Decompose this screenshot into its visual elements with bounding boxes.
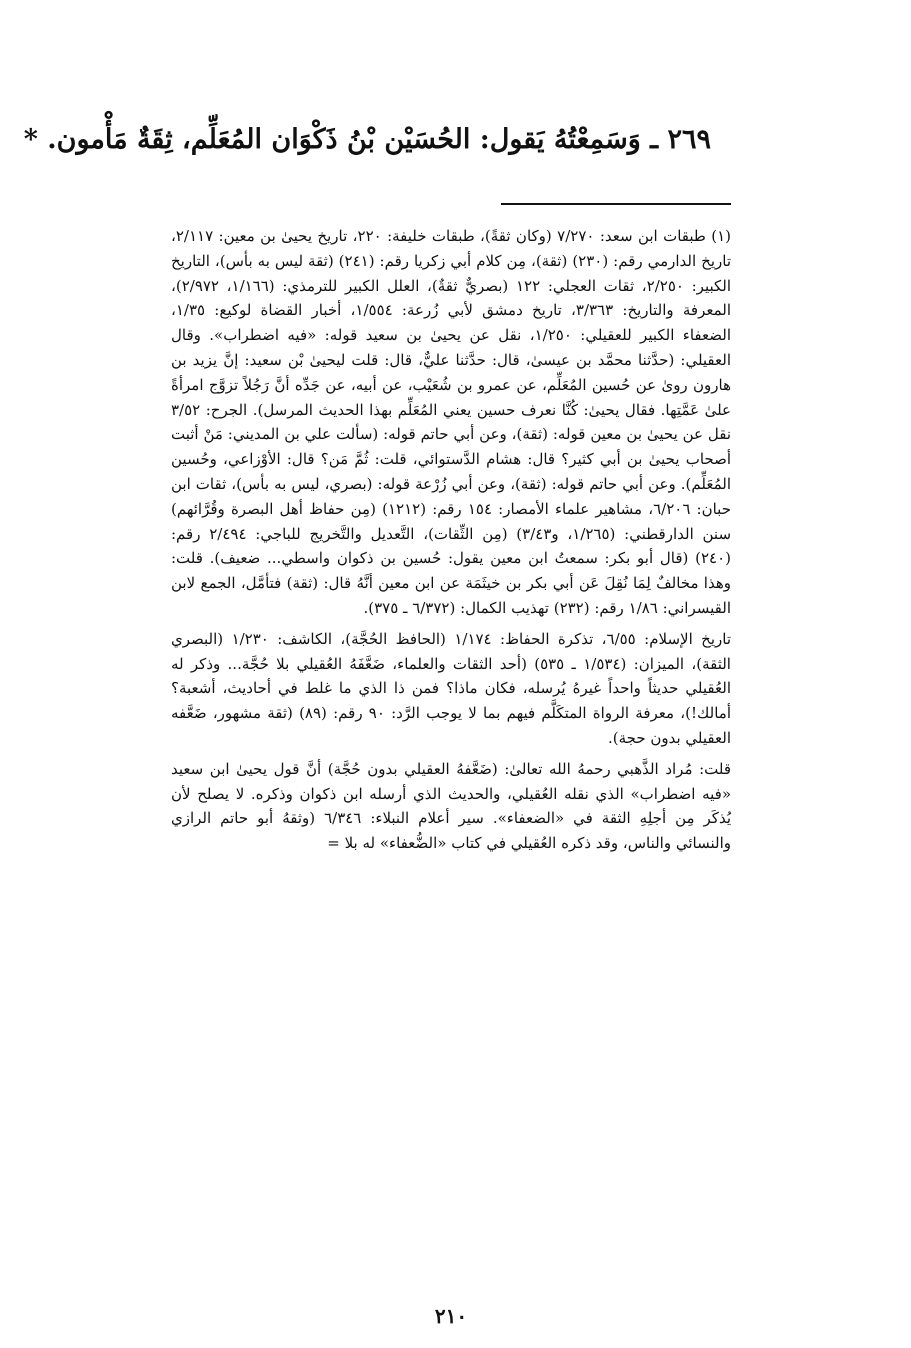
footnote-continuation-2: قلت: مُراد الذَّهبي رحمهُ الله تعالىٰ: (ضَعَّفهُ العقيلي بدون حُجَّة) أنَّ قول يحيىٰ ابن سعيد «فيه اضطراب» الذي نقله العُقيلي، والحديث الذي أرسله ابن ذكوان وذكره. لا يصلح لأن يُذكَر مِن أجلِهِ الثقة في «الضعفاء». سير أعلام النبلاء: ٦/٣٤٦ (وثقهُ أبو حاتم الرازي والنسائي والناس، وقد ذكره العُقيلي في كتاب «الضُّعفاء» له بلا = <box>171 759 731 853</box>
footnote-continuation-1: تاريخ الإسلام: ٦/٥٥، تذكرة الحفاظ: ١/١٧٤ (الحافظ الحُجَّة)، الكاشف: ١/٢٣٠ (البصري الثقة)، الميزان: (١/٥٣٤ ـ ٥٣٥) (أحد الثقات والعلماء، ضَعَّفَهُ العُقيلي بلا حُجَّة... وذكر له العُقيلي حديثاً واحداً غيرهُ يُرسله، فكان ماذا؟ فمن ذا الذي ما غلط في أحاديث، أشعبة؟ أمالك!)، معرفة الرواة المتكَلَّم فيهم بما لا يوجب الرَّد: ٩٠ رقم: (٨٩) (ثقة مشهور، ضَعَّفه العقيلي بدون حجة). <box>171 629 731 747</box>
footnotes-block <box>171 224 731 862</box>
footnote-1: (١) طبقات ابن سعد: ٧/٢٧٠ (وكان ثقةً)، طبقات خليفة: ٢٢٠، تاريخ يحيىٰ بن معين: ٢/١١٧، تاريخ الدارمي رقم: (٢٣٠) (ثقة)، مِن كلام أبي زكريا رقم: (٢٤١) (ثقة ليس به بأس)، التاريخ الكبير: ٢/٢٥٠، ثقات العجلي: ١٢٢ (بصريٌّ ثقةٌ)، العلل الكبير للترمذي: (١/١٦٦، ٢/٩٧٢)، المعرفة والتاريخ: ٣/٣٦٣، تاريخ دمشق لأبي زُرعة: ١/٥٥٤، أخبار القضاة لوكيع: ١/٣٥، الضعفاء الكبير للعقيلي: ١/٢٥٠، نقل عن يحيىٰ بن سعيد قوله: «فيه اضطراب». وقال العقيلي: (حدَّثنا محمَّد بن عيسىٰ، قال: حدَّثنا عليٌّ، قال: قلت ليحيىٰ بْن سعيد: إنَّ يزيد بن هارون روىٰ عن حُسين المُعَلِّم، عن عمرو بن شُعَيْب، عن أبيه، عن جَدِّه أنَّ رَجُلاً تزوَّج امرأةً علىٰ عَمَّتِها. فقال يحيىٰ: كُنَّا نعرف حسين يعني المُعَلِّم بهذا الحديث المرسل). الجرح: ٣/٥٢ نقل عن يحيىٰ بن معين قوله: (ثقة)، وعن أبي حاتم قوله: (سألت علي بن المديني: مَنْ أثبت أصحاب يحيىٰ بن أبي كثير؟ قال: هشام الدَّستوائي، قلت: ثُمَّ مَن؟ قال: الأوْزاعي، وحُسين المُعَلِّم). وعن أبي حاتم قوله: (ثقة)، وعن أبي زُرْعة قوله: (بصري، ليس به بأس)، ثقات ابن حبان: ٦/٢٠٦، مشاهير علماء الأمصار: ١٥٤ رقم: (١٢١٢) (مِن حفاظ أهل البصرة وقُرَّائهم) سنن الدارقطني: (١/٢٦٥، و٣/٤٣) (مِن الثِّقات)، التَّعديل والتَّخريج للباجي: ٢/٤٩٤ رقم: (٢٤٠) (قال أبو بكر: سمعتُ ابن معين يقول: حُسين بن ذكوان واسطي... ضعيف). قلت: وهذا مخالفٌ لِمَا نُقِلَ عَن أبي بكر بن خيثَمَة عن ابن معين أنَّهُ قال: (ثقة) فتأمَّل، الجمع لابن القيسراني: ١/٨٦ رقم: (٢٣٢) تهذيب الكمال: (٦/٣٧٢ ـ ٣٧٥). <box>171 227 732 617</box>
entry-heading: ٢٦٩ ـ وَسَمِعْتُهُ يَقول: الحُسَيْن بْنُ ذَكْوَان المُعَلِّم، ثِقَةٌ مَأْمون. * <box>23 124 711 155</box>
page-number: ٢١٠ <box>434 1304 468 1328</box>
footnote-separator <box>501 203 731 205</box>
